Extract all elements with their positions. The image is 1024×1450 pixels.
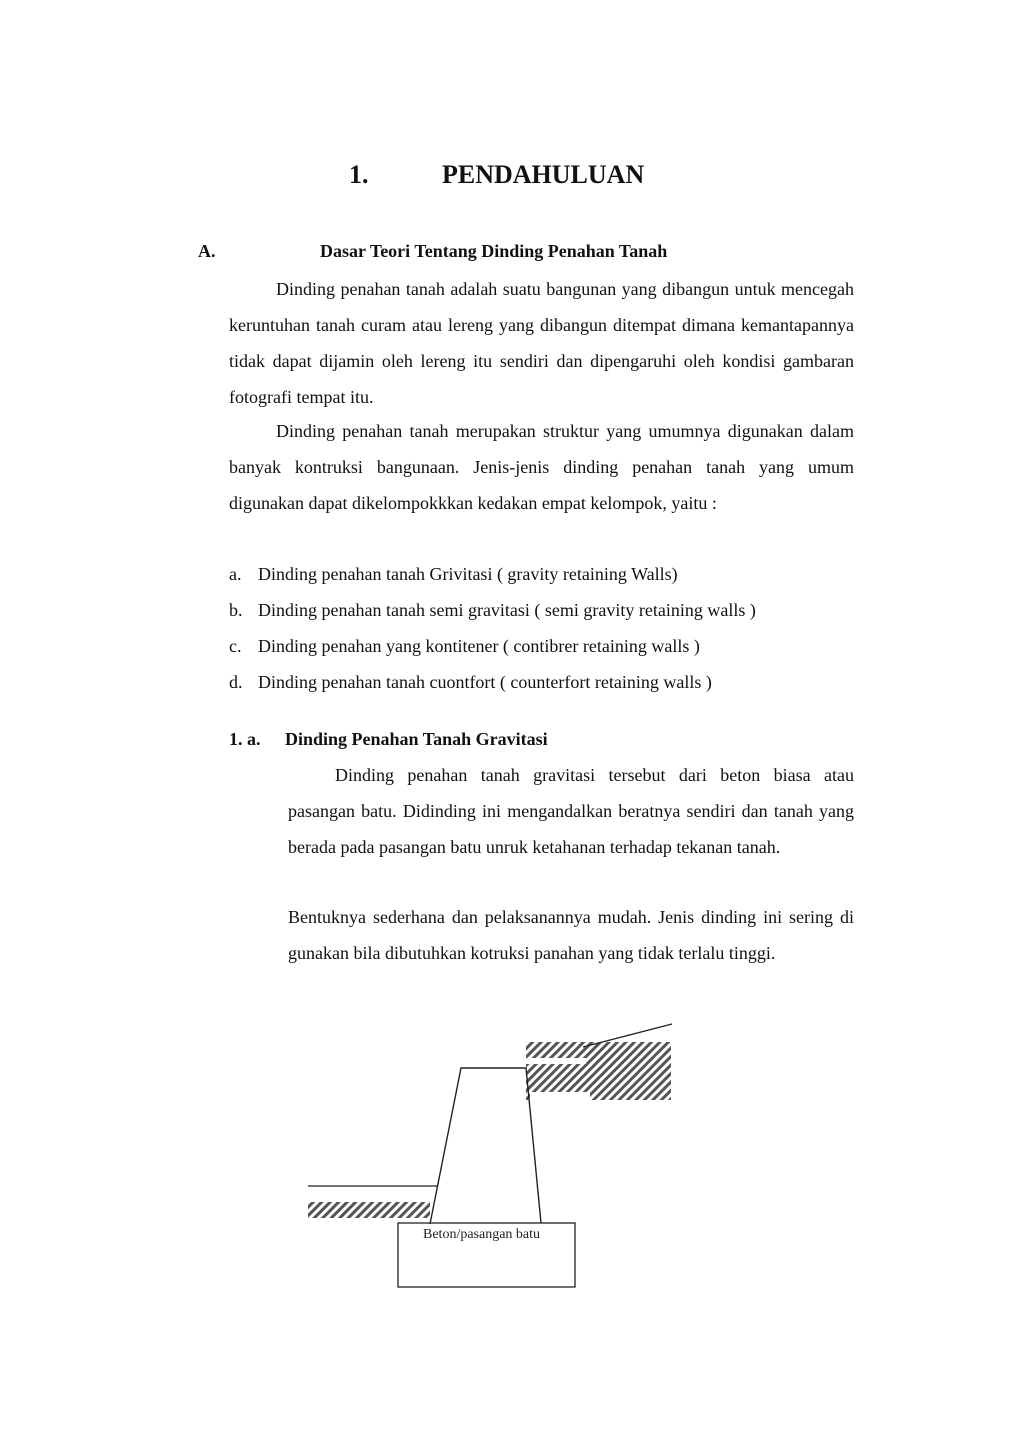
- list-item-text: Dinding penahan tanah Grivitasi ( gravity retaining Walls): [258, 564, 678, 584]
- list-item-text: Dinding penahan tanah semi gravitasi ( semi gravity retaining walls ): [258, 600, 756, 620]
- list-item-label: c.: [229, 636, 242, 656]
- paragraph-4: Bentuknya sederhana dan pelaksanannya mudah. Jenis dinding ini sering di gunakan bila dibutuhkan kotruksi panahan yang tidak terlalu tinggi.: [288, 907, 854, 963]
- retaining-wall-types-list: [229, 556, 854, 700]
- chapter-number: 1.: [349, 160, 369, 189]
- subsection-number: 1. a.: [229, 729, 261, 749]
- list-item: [229, 628, 854, 664]
- list-item: [229, 664, 854, 700]
- list-item-label: d.: [229, 672, 243, 692]
- paragraph-3: Dinding penahan tanah gravitasi tersebut dari beton biasa atau pasangan batu. Didinding ini mengandalkan beratnya sendiri dan tanah yang berada pada pasangan batu unruk ketahanan terhadap tekanan tanah.: [288, 765, 854, 857]
- figure-label: Beton/pasangan batu: [423, 1227, 541, 1242]
- retained-soil-hatch: [526, 1042, 671, 1100]
- list-item: [229, 592, 854, 628]
- list-item-text: Dinding penahan tanah cuontfort ( counterfort retaining walls ): [258, 672, 712, 692]
- paragraph-1: Dinding penahan tanah adalah suatu bangunan yang dibangun untuk mencegah keruntuhan tanah curam atau lereng yang dibangun ditempat dimana kemantapannya tidak dapat dijamin oleh lereng itu sendiri dan dipengaruhi oleh kondisi gambaran fotografi tempat itu.: [229, 279, 854, 407]
- chapter-heading: [0, 160, 1024, 196]
- section-letter: A.: [198, 241, 216, 261]
- section-heading: [0, 241, 1024, 265]
- list-item-text: Dinding penahan yang kontitener ( contibrer retaining walls ): [258, 636, 700, 656]
- gravity-wall-diagram: [300, 1018, 680, 1298]
- left-soil-hatch: [308, 1202, 430, 1218]
- subsection-heading: [0, 729, 1024, 753]
- hatch-gap: [526, 1058, 586, 1064]
- list-item: [229, 556, 854, 592]
- paragraph-2: Dinding penahan tanah merupakan struktur yang umumnya digunakan dalam banyak kontruksi bangunaan. Jenis-jenis dinding penahan tanah yang umum digunakan dapat dikelompokkkan kedakan empat kelompok, yaitu :: [229, 421, 854, 513]
- list-item-label: b.: [229, 600, 243, 620]
- subsection-title: Dinding Penahan Tanah Gravitasi: [285, 729, 548, 749]
- wall-outline: [430, 1068, 541, 1224]
- chapter-title: PENDAHULUAN: [442, 160, 645, 189]
- list-item-label: a.: [229, 564, 242, 584]
- section-title: Dasar Teori Tentang Dinding Penahan Tanah: [320, 241, 668, 261]
- hatch-gap: [530, 1092, 590, 1100]
